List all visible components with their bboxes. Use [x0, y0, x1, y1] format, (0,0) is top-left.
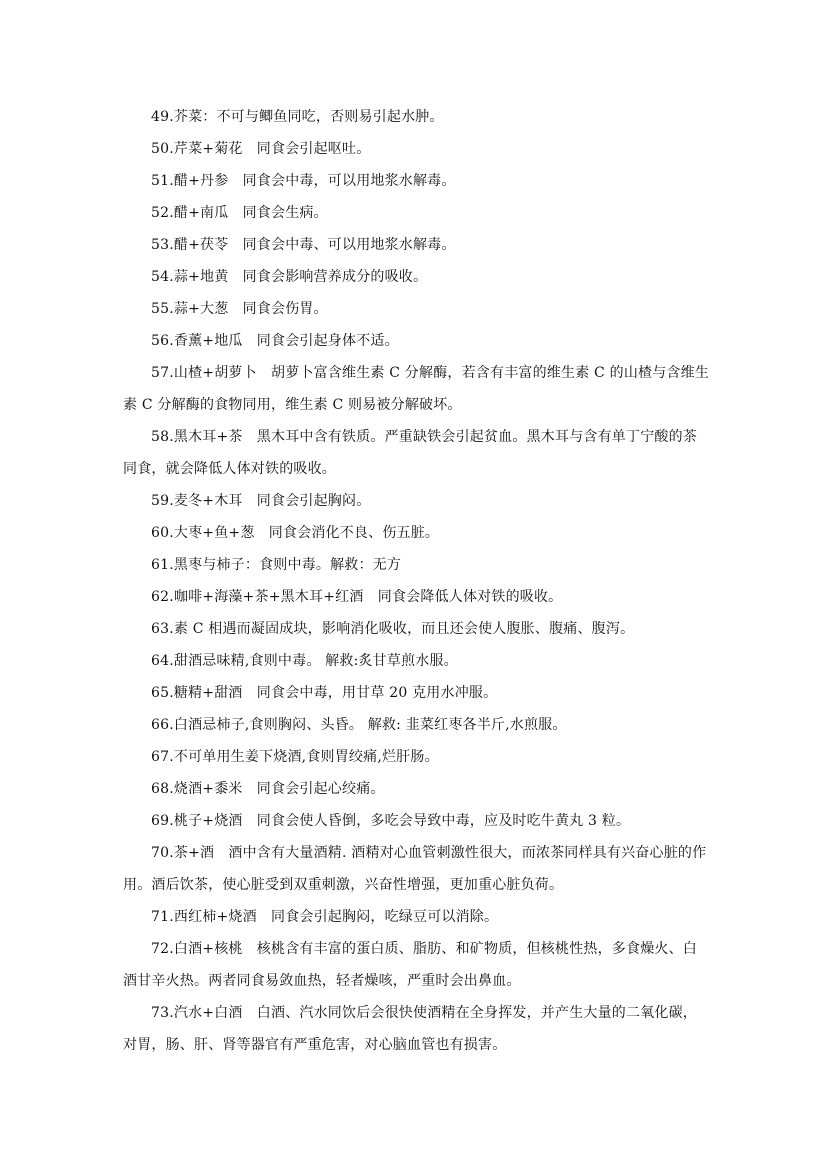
entry-64: 64.甜酒忌味精,食则中毒。 解救:炙甘草煎水服。 [151, 653, 458, 669]
entry-63: 63.素 C 相遇而凝固成块，影响消化吸收，而且还会使人腹胀、腹痛、腹泻。 [151, 621, 635, 637]
entry-58: 58.黑木耳+茶 黑木耳中含有铁质。严重缺铁会引起贫血。黑木耳与含有单丁宁酸的茶同食，就会降低人体对铁的吸收。 [123, 429, 697, 477]
entry-55: 55.蒜+大葱 同食会伤胃。 [151, 301, 328, 317]
entry-70: 70.茶+酒 酒中含有大量酒精. 酒精对心血管刺激性很大，而浓茶同样具有兴奋心脏的作用。酒后饮茶，使心脏受到双重刺激，兴奋性增强，更加重心脏负荷。 [123, 845, 707, 893]
entry-66: 66.白酒忌柿子,食则胸闷、头昏。 解救: 韭菜红枣各半斤,水煎服。 [151, 717, 567, 733]
entry-54: 54.蒜+地黄 同食会影响营养成分的吸收。 [151, 269, 428, 285]
entry-67: 67.不可单用生姜下烧酒,食则胃绞痛,烂肝肠。 [151, 749, 439, 765]
entry-71: 71.西红柿+烧酒 同食会引起胸闷，吃绿豆可以消除。 [151, 909, 499, 925]
entry-52: 52.醋+南瓜 同食会生病。 [151, 205, 328, 221]
entry-62: 62.咖啡+海藻+茶+黑木耳+红酒 同食会降低人体对铁的吸收。 [151, 589, 563, 605]
entry-56: 56.香薰+地瓜 同食会引起身体不适。 [151, 333, 399, 349]
entry-57: 57.山楂+胡萝卜 胡萝卜富含维生素 C 分解酶，若含有丰富的维生素 C 的山楂与含维生素 C 分解酶的食物同用，维生素 C 则易被分解破坏。 [123, 365, 710, 413]
entry-69: 69.桃子+烧酒 同食会使人昏倒，多吃会导致中毒，应及时吃牛黄丸 3 粒。 [151, 813, 631, 829]
entry-61: 61.黑枣与柿子：食则中毒。解救：无方 [151, 557, 402, 573]
entry-73: 73.汽水+白酒 白酒、汽水同饮后会很快使酒精在全身挥发，并产生大量的二氧化碳，对胃，肠、肝、肾等器官有严重危害，对心脑血管也有损害。 [123, 1005, 697, 1053]
entry-49: 49.芥菜：不可与鲫鱼同吃，否则易引起水肿。 [151, 109, 444, 125]
entry-50: 50.芹菜+菊花 同食会引起呕吐。 [151, 141, 371, 157]
entry-65: 65.糖精+甜酒 同食会中毒，用甘草 20 克用水冲服。 [151, 685, 498, 701]
entry-68: 68.烧酒+黍米 同食会引起心绞痛。 [151, 781, 385, 797]
entry-53: 53.醋+茯苓 同食会中毒、可以用地浆水解毒。 [151, 237, 456, 253]
entry-60: 60.大枣+鱼+葱 同食会消化不良、伤五脏。 [151, 525, 440, 541]
entry-51: 51.醋+丹参 同食会中毒，可以用地浆水解毒。 [151, 173, 456, 189]
entry-72: 72.白酒+核桃 核桃含有丰富的蛋白质、脂肪、和矿物质，但核桃性热，多食燥火、白酒甘辛火热。两者同食易敛血热，轻者燥咳，严重时会出鼻血。 [123, 941, 697, 989]
entry-59: 59.麦冬+木耳 同食会引起胸闷。 [151, 493, 371, 509]
